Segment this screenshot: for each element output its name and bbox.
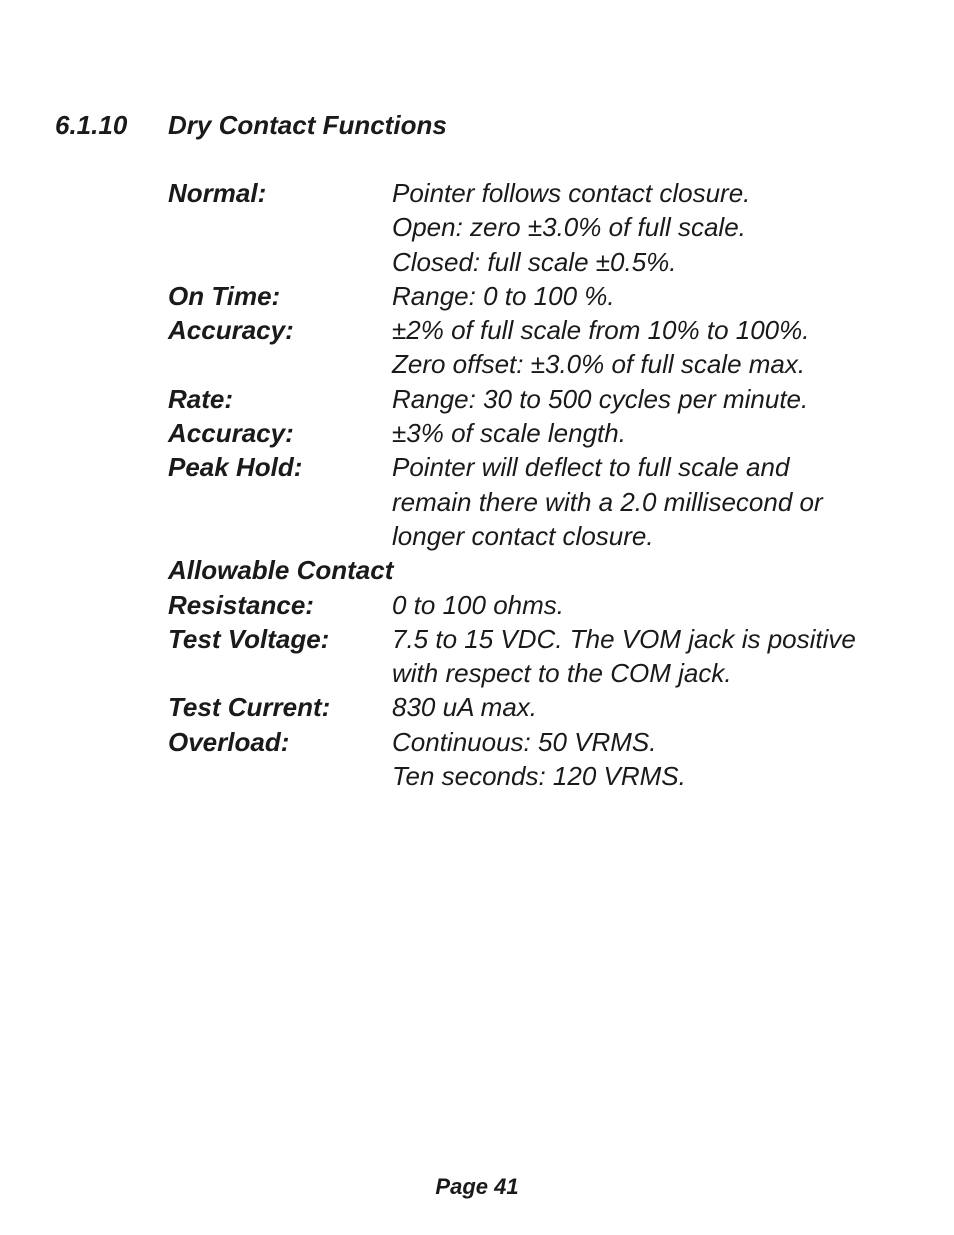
spec-value: Range: 30 to 500 cycles per minute. (392, 383, 809, 414)
spec-label: Test Current: (168, 692, 331, 723)
spec-value (393, 553, 908, 587)
spec-value: ±3% of scale length. (392, 418, 626, 449)
spec-value: Continuous: 50 VRMS. Ten seconds: 120 VRMS. (392, 726, 686, 792)
section-number: 6.1.10 (55, 110, 128, 140)
spec-value: Pointer follows contact closure. Open: zero ±3.0% of full scale. Closed: full scale ±0.5%. (392, 178, 751, 277)
spec-label: Test Voltage: (168, 623, 330, 654)
spec-row-resistance (168, 588, 908, 622)
spec-label: Accuracy: (168, 315, 294, 346)
spec-label: Overload: (168, 726, 290, 757)
spec-label: Resistance: (168, 589, 314, 620)
spec-row-overload (168, 725, 908, 794)
spec-value: ±2% of full scale from 10% to 100%. Zero offset: ±3.0% of full scale max. (392, 315, 810, 380)
spec-value: 830 uA max. (392, 692, 538, 723)
spec-row-allowable-contact (168, 553, 908, 587)
spec-label: Normal: (168, 178, 267, 208)
spec-row-on-time (168, 279, 908, 313)
spec-label: Rate: (168, 383, 234, 414)
spec-row-on-time-accuracy (168, 313, 908, 382)
spec-label: Peak Hold: (168, 452, 303, 483)
spec-value: 0 to 100 ohms. (392, 589, 564, 620)
spec-row-rate (168, 382, 908, 416)
page-number: Page 41 (435, 1174, 519, 1199)
spec-label: On Time: (168, 280, 281, 311)
spec-list (168, 176, 908, 793)
section-heading (55, 108, 447, 142)
spec-row-test-current (168, 690, 908, 724)
spec-label: Allowable Contact (168, 555, 394, 586)
spec-value: Range: 0 to 100 %. (392, 280, 615, 311)
spec-value: 7.5 to 15 VDC. The VOM jack is positive with respect to the COM jack. (392, 623, 856, 689)
spec-row-test-voltage (168, 622, 908, 691)
section-title: Dry Contact Functions (168, 110, 447, 140)
spec-row-normal (168, 176, 908, 279)
spec-label: Accuracy: (168, 418, 294, 449)
spec-row-peak-hold (168, 450, 908, 553)
spec-value: Pointer will deflect to full scale and remain there with a 2.0 millisecond or longer contact closure. (392, 452, 823, 551)
spec-row-rate-accuracy (168, 416, 908, 450)
